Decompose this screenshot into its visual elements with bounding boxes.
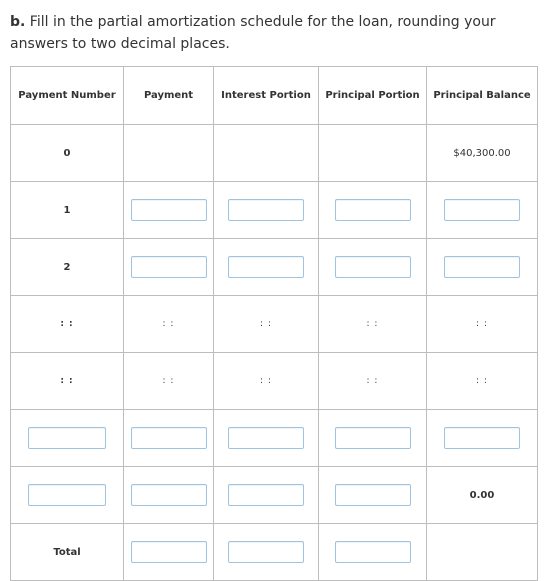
principal-cell: [319, 410, 427, 467]
balance-input[interactable]: [444, 199, 520, 221]
interest-cell: [214, 467, 319, 524]
principal-input[interactable]: [335, 427, 411, 449]
payment-cell: [124, 239, 214, 296]
header-principal-portion: Principal Portion: [319, 67, 427, 125]
ellipsis-mark: : :: [427, 296, 538, 353]
interest-input[interactable]: [228, 199, 304, 221]
table-row: [11, 353, 538, 410]
header-row: [11, 67, 538, 125]
principal-input[interactable]: [335, 256, 411, 278]
payment-cell: [124, 524, 214, 581]
ellipsis-mark: : :: [11, 296, 124, 353]
interest-cell: [214, 524, 319, 581]
interest-cell: [214, 239, 319, 296]
table-row: [11, 296, 538, 353]
total-interest-input[interactable]: [228, 541, 304, 563]
ellipsis-mark: : :: [214, 296, 319, 353]
total-principal-input[interactable]: [335, 541, 411, 563]
principal-cell: [319, 182, 427, 239]
balance-cell: [427, 182, 538, 239]
header-principal-balance: Principal Balance: [427, 67, 538, 125]
ellipsis-mark: : :: [124, 353, 214, 410]
interest-input[interactable]: [228, 256, 304, 278]
principal-input[interactable]: [335, 484, 411, 506]
payment-number-input[interactable]: [28, 484, 106, 506]
empty-cell: [319, 125, 427, 182]
balance-input[interactable]: [444, 256, 520, 278]
balance-cell: [427, 410, 538, 467]
principal-input[interactable]: [335, 199, 411, 221]
table-row: [11, 239, 538, 296]
table-row: [11, 467, 538, 524]
payment-input[interactable]: [131, 256, 207, 278]
principal-cell: [319, 524, 427, 581]
interest-input[interactable]: [228, 427, 304, 449]
header-payment-number: Payment Number: [11, 67, 124, 125]
interest-input[interactable]: [228, 484, 304, 506]
balance-cell: [427, 239, 538, 296]
question-label: b.: [10, 14, 26, 30]
principal-cell: [319, 239, 427, 296]
question-text: [10, 11, 535, 55]
ellipsis-mark: : :: [214, 353, 319, 410]
ellipsis-mark: : :: [319, 353, 427, 410]
empty-cell: [214, 125, 319, 182]
table-row: [11, 182, 538, 239]
amortization-table: [10, 66, 538, 581]
interest-cell: [214, 182, 319, 239]
principal-cell: [319, 467, 427, 524]
payment-number-cell: [11, 467, 124, 524]
total-row: [11, 524, 538, 581]
payment-cell: [124, 182, 214, 239]
table-row: [11, 125, 538, 182]
payment-number-cell: 0: [11, 125, 124, 182]
header-interest-portion: Interest Portion: [214, 67, 319, 125]
interest-cell: [214, 410, 319, 467]
ellipsis-mark: : :: [319, 296, 427, 353]
table-row: [11, 410, 538, 467]
payment-number-cell: [11, 410, 124, 467]
payment-number-cell: 1: [11, 182, 124, 239]
balance-input[interactable]: [444, 427, 520, 449]
empty-cell: [124, 125, 214, 182]
payment-input[interactable]: [131, 199, 207, 221]
payment-cell: [124, 467, 214, 524]
total-label: Total: [11, 524, 124, 581]
ellipsis-mark: : :: [427, 353, 538, 410]
payment-number-input[interactable]: [28, 427, 106, 449]
ellipsis-mark: : :: [11, 353, 124, 410]
payment-cell: [124, 410, 214, 467]
header-payment: Payment: [124, 67, 214, 125]
ellipsis-mark: : :: [124, 296, 214, 353]
question-body: Fill in the partial amortization schedule for the loan, rounding your answers to two decimal places.: [10, 14, 496, 52]
empty-cell: [427, 524, 538, 581]
payment-input[interactable]: [131, 427, 207, 449]
initial-balance-value: $40,300.00: [427, 125, 538, 182]
total-payment-input[interactable]: [131, 541, 207, 563]
payment-number-cell: 2: [11, 239, 124, 296]
final-balance-value: 0.00: [427, 467, 538, 524]
payment-input[interactable]: [131, 484, 207, 506]
